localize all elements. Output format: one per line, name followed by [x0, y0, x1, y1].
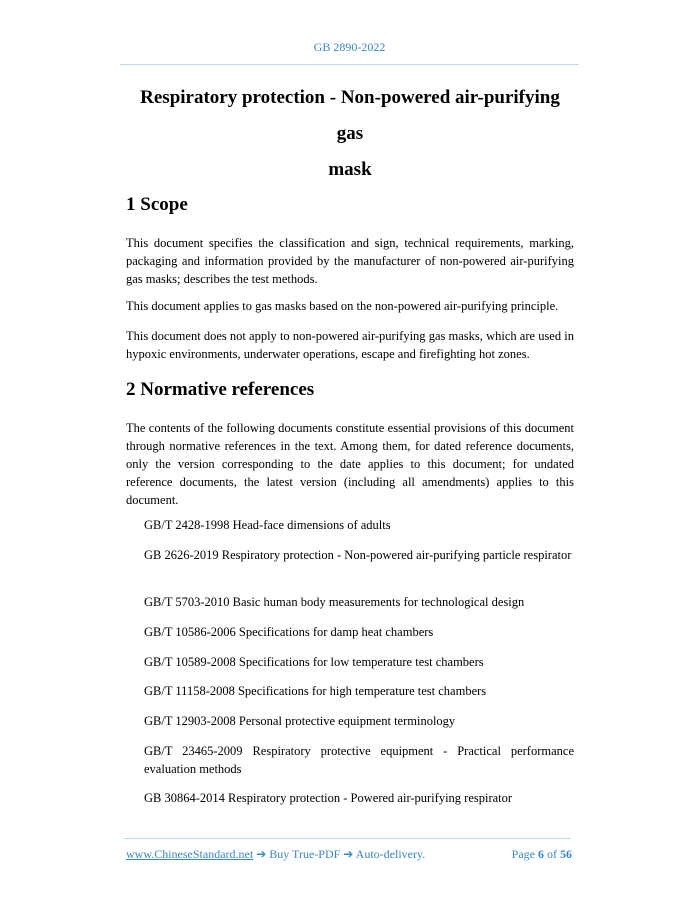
promo-text: ➔ Buy True-PDF ➔ Auto-delivery. [253, 847, 426, 861]
title-line-2: mask [328, 159, 372, 180]
scope-heading: 1 Scope [126, 194, 188, 215]
reference-item: GB/T 5703-2010 Basic human body measurements for technological design [144, 595, 525, 609]
normative-references-intro: The contents of the following documents constitute essential provisions of this document through normative references in the text. Among them, for dated reference documents, only the version corresponding to the date applies to this document; for undated reference documents, the latest version (including all amendments) applies to this document. [126, 421, 574, 507]
page-footer [126, 847, 572, 865]
scope-paragraph: This document applies to gas masks based on the non-powered air-purifying principle. [126, 299, 559, 313]
reference-item: GB/T 11158-2008 Specifications for high temperature test chambers [144, 684, 487, 698]
reference-item: GB/T 2428-1998 Head-face dimensions of adults [144, 518, 391, 532]
reference-item: GB/T 23465-2009 Respiratory protective equipment - Practical performance evaluation methods [144, 744, 574, 776]
footer-divider [124, 838, 571, 839]
scope-paragraph: This document specifies the classification and sign, technical requirements, marking, packaging and information provided by the manufacturer of non-powered air-purifying gas masks; describes the test methods. [126, 236, 574, 286]
standard-code: GB 2890-2022 [313, 40, 386, 54]
footer-promo [126, 847, 425, 862]
page-total: 56 [560, 847, 572, 861]
running-header [120, 40, 579, 65]
title-line-1: Respiratory protection - Non-powered air-purifying gas [140, 87, 560, 144]
site-link[interactable]: www.ChineseStandard.net [126, 847, 254, 861]
reference-item: GB/T 10589-2008 Specifications for low temperature test chambers [144, 655, 484, 669]
reference-item: GB 2626-2019 Respiratory protection - Non-powered air-purifying particle respirator [144, 548, 572, 562]
reference-item: GB/T 10586-2006 Specifications for damp heat chambers [144, 625, 434, 639]
reference-item: GB 30864-2014 Respiratory protection - Powered air-purifying respirator [144, 791, 513, 805]
scope-paragraph: This document does not apply to non-powered air-purifying gas masks, which are used in hypoxic environments, underwater operations, escape and firefighting hot zones. [126, 329, 574, 361]
document-title [126, 80, 574, 188]
page-prefix: Page [511, 847, 535, 861]
page-current: 6 [538, 847, 544, 861]
page-number [512, 847, 572, 862]
normative-references-heading: 2 Normative references [126, 379, 315, 400]
reference-item: GB/T 12903-2008 Personal protective equipment terminology [144, 714, 456, 728]
page-of: of [547, 847, 557, 861]
